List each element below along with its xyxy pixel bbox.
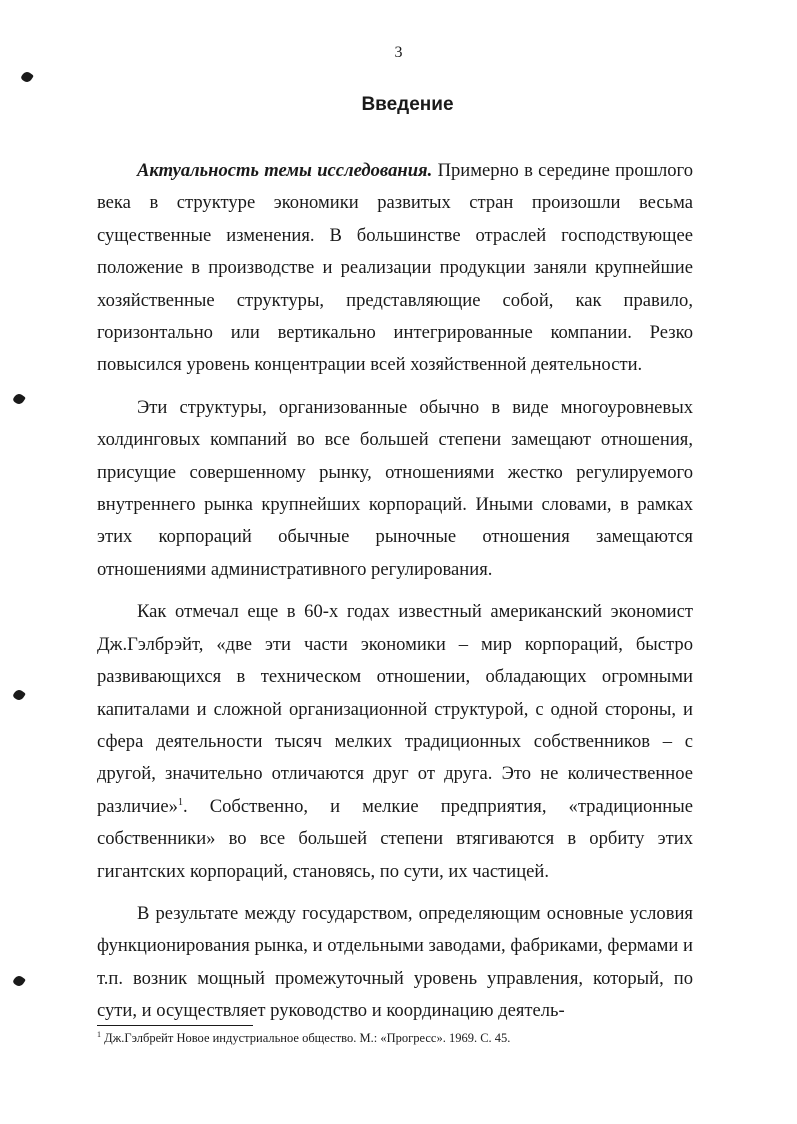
footnote-number: 1: [97, 1029, 101, 1039]
paragraph-3-text-b: . Собственно, и мелкие предприятия, «традиционные собственники» во все большей степени втягиваются в орбиту этих гигантских корпораций, становясь, по сути, их частицей.: [97, 795, 693, 882]
paragraph-1: [97, 155, 693, 382]
page-title: Введение: [361, 94, 454, 115]
footnote-divider: [97, 1025, 253, 1026]
page-number: 3: [394, 44, 403, 61]
binding-hole-mark-icon: [12, 392, 26, 406]
document-body: [97, 155, 693, 1038]
footnote: [97, 1030, 697, 1046]
paragraph-4: В результате между государством, определяющим основные условия функционирования рынка, и отдельными заводами, фабриками, фермами и т.п. возник мощный промежуточный уровень управления, который, по сути, и осуществляет руководство и координацию деятель-: [97, 902, 693, 1022]
paragraph-3-text-a: Как отмечал еще в 60-х годах известный американский экономист Дж.Гэлбрэйт, «две эти части экономики – мир корпораций, быстро развивающихся в техническом отношении, обладающих огромными капиталами и сложной организационной структурой, с одной стороны, и сфера деятельности тысяч мелких традиционных собственников – с другой, значительно отличаются друг от друга. Это не количественное различие»: [97, 601, 693, 817]
footnote-text: Дж.Гэлбрейт Новое индустриальное общество. М.: «Прогресс». 1969. С. 45.: [101, 1031, 511, 1045]
paragraph-3: [97, 596, 693, 888]
binding-hole-mark-icon: [12, 688, 26, 702]
paragraph-lead: Актуальность темы исследования.: [137, 160, 433, 181]
paragraph-2: Эти структуры, организованные обычно в виде многоуровневых холдинговых компаний во все большей степени замещают отношения, присущие совершенному рынку, отношениями жестко регулируемого внутреннего рынка крупнейших корпораций. Иными словами, в рамках этих корпораций обычные рыночные отношения замещаются отношениями административного регулирования.: [97, 396, 693, 580]
binding-hole-mark-icon: [12, 974, 26, 988]
binding-hole-mark-icon: [20, 70, 34, 84]
paragraph-1-text: Примерно в середине прошлого века в структуре экономики развитых стран произошли весьма существенные изменения. В большинстве отраслей господствующее положение в производстве и реализации продукции заняли крупнейшие хозяйственные структуры, представляющие собой, как правило, горизонтально или вертикально интегрированные компании. Резко повысился уровень концентрации всей хозяйственной деятельности.: [97, 160, 693, 376]
footnote-reference[interactable]: 1: [177, 796, 183, 808]
